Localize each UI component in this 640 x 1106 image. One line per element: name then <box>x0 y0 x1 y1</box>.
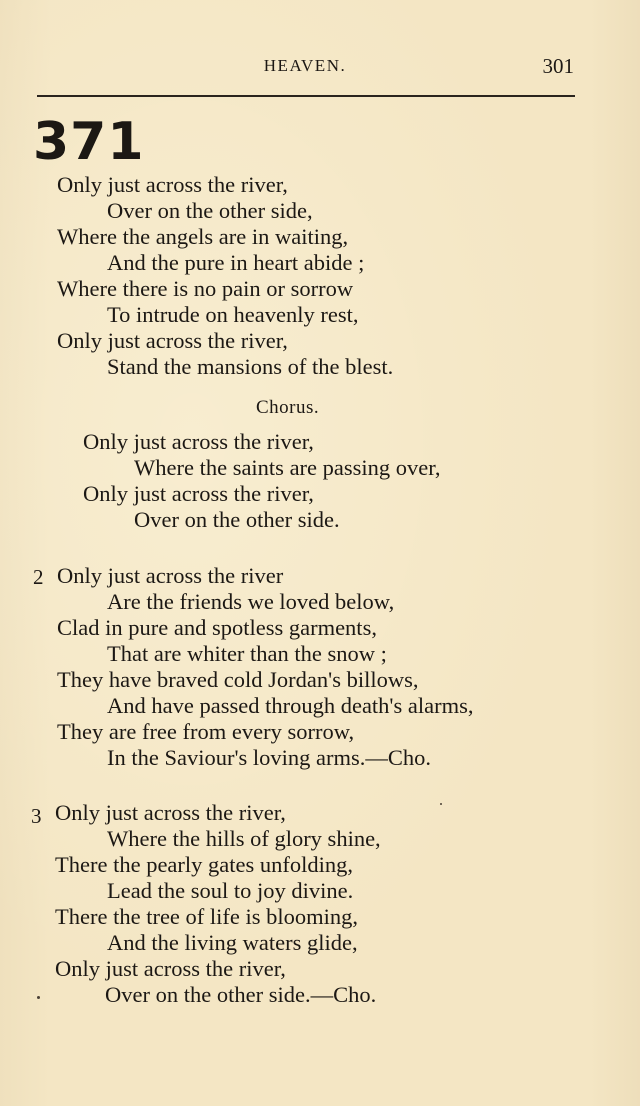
page-number: 301 <box>542 54 574 78</box>
verse-2-line-1: Only just across the river <box>57 563 284 588</box>
verse-2-line-2: Are the friends we loved below, <box>107 589 395 614</box>
verse-3-line-2: Where the hills of glory shine, <box>107 826 381 851</box>
verse-3-line-4: Lead the soul to joy divine. <box>107 878 354 903</box>
verse-3-line-3: There the pearly gates unfolding, <box>55 852 354 877</box>
print-speck <box>37 996 40 999</box>
verse-1-line-5: Where there is no pain or sorrow <box>57 276 354 301</box>
verse-1-line-1: Only just across the river, <box>57 172 288 197</box>
verse-3-line-6: And the living waters glide, <box>107 930 358 955</box>
chorus-line-1: Only just across the river, <box>83 429 314 454</box>
chorus-line-4: Over on the other side. <box>134 507 340 532</box>
verse-3-number: 3 <box>31 804 42 828</box>
verse-3-line-7: Only just across the river, <box>55 956 286 981</box>
verse-1-line-3: Where the angels are in waiting, <box>57 224 349 249</box>
print-speck <box>440 803 442 805</box>
verse-3-line-1: Only just across the river, <box>55 800 286 825</box>
verse-2-line-7: They are free from every sorrow, <box>57 719 355 744</box>
verse-1-line-7: Only just across the river, <box>57 328 288 353</box>
running-header: HEAVEN. <box>263 56 347 75</box>
verse-2-number: 2 <box>33 565 44 589</box>
verse-2-line-3: Clad in pure and spotless garments, <box>57 615 377 640</box>
verse-2-line-5: They have braved cold Jordan's billows, <box>57 667 419 692</box>
verse-2-line-8: In the Saviour's loving arms.—Cho. <box>107 745 432 770</box>
verse-3-line-5: There the tree of life is blooming, <box>55 904 359 929</box>
verse-1-line-6: To intrude on heavenly rest, <box>107 302 359 327</box>
hymn-number: 371 <box>33 112 145 172</box>
verse-1-line-8: Stand the mansions of the blest. <box>107 354 394 379</box>
verse-1-line-4: And the pure in heart abide ; <box>107 250 365 275</box>
chorus-line-3: Only just across the river, <box>83 481 314 506</box>
verse-3-line-8: Over on the other side.—Cho. <box>105 982 377 1007</box>
verse-1-line-2: Over on the other side, <box>107 198 313 223</box>
chorus-line-2: Where the saints are passing over, <box>134 455 441 480</box>
header-rule <box>37 95 575 97</box>
verse-2-line-6: And have passed through death's alarms, <box>107 693 474 718</box>
chorus-heading: Chorus. <box>256 397 320 418</box>
verse-2-line-4: That are whiter than the snow ; <box>107 641 387 666</box>
